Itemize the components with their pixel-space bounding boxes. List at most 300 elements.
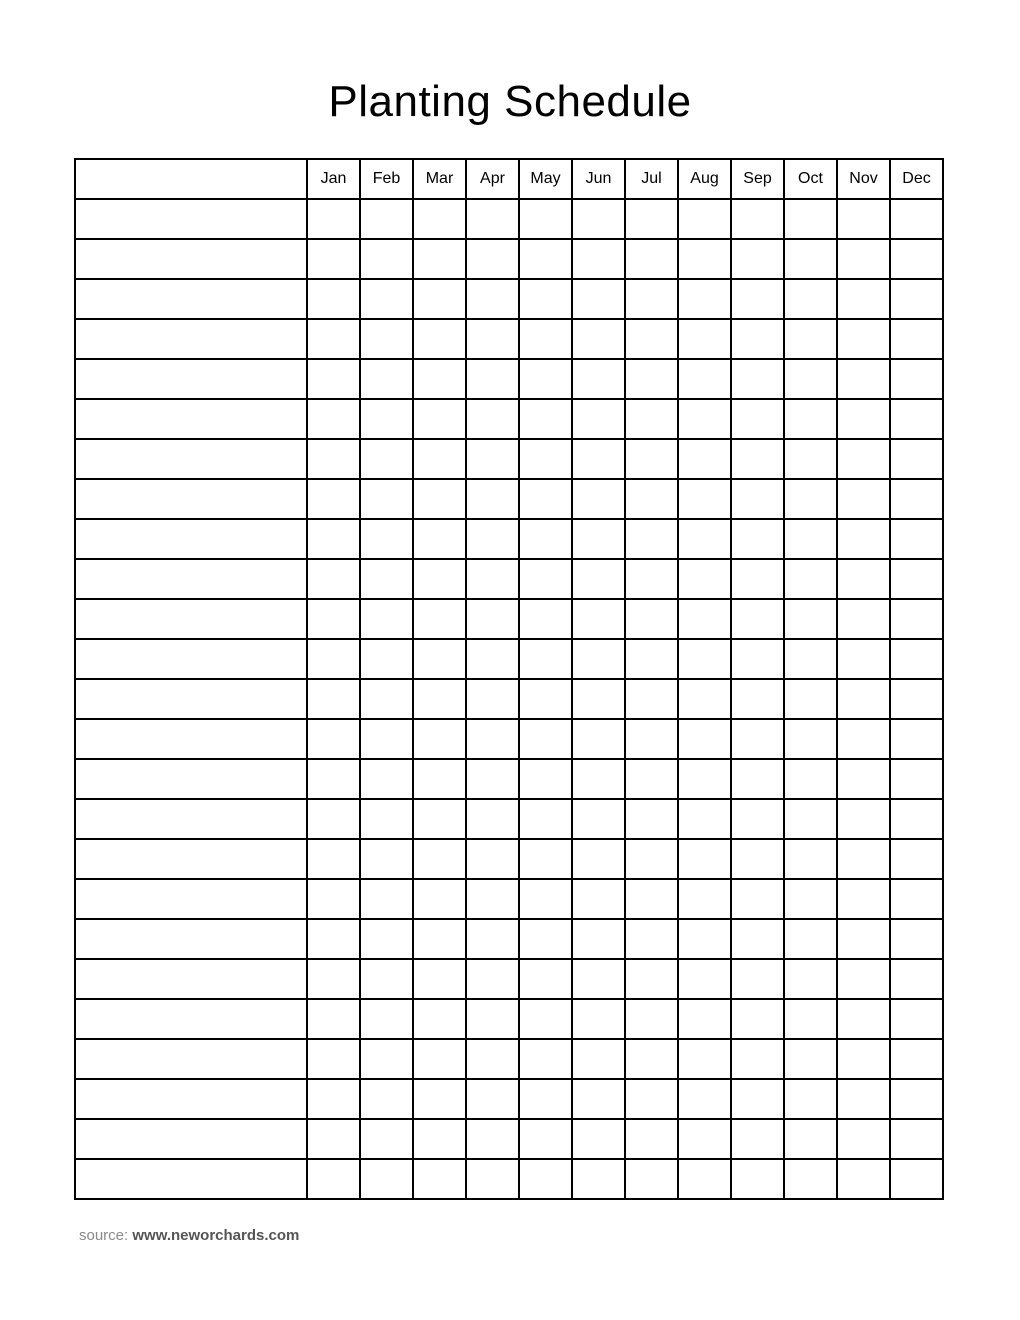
month-cell-jul[interactable] — [625, 1039, 678, 1079]
month-cell-jan[interactable] — [307, 639, 360, 679]
month-cell-mar[interactable] — [413, 359, 466, 399]
month-cell-apr[interactable] — [466, 519, 519, 559]
month-cell-jun[interactable] — [572, 1079, 625, 1119]
month-cell-oct[interactable] — [784, 919, 837, 959]
month-cell-sep[interactable] — [731, 519, 784, 559]
plant-name-cell[interactable] — [75, 359, 307, 399]
month-cell-jul[interactable] — [625, 719, 678, 759]
month-cell-may[interactable] — [519, 679, 572, 719]
month-cell-dec[interactable] — [890, 199, 943, 239]
plant-name-cell[interactable] — [75, 639, 307, 679]
month-cell-apr[interactable] — [466, 239, 519, 279]
month-cell-apr[interactable] — [466, 359, 519, 399]
plant-name-cell[interactable] — [75, 519, 307, 559]
month-cell-oct[interactable] — [784, 719, 837, 759]
month-cell-aug[interactable] — [678, 199, 731, 239]
month-cell-mar[interactable] — [413, 839, 466, 879]
month-cell-feb[interactable] — [360, 279, 413, 319]
month-cell-mar[interactable] — [413, 399, 466, 439]
month-cell-feb[interactable] — [360, 999, 413, 1039]
month-cell-jun[interactable] — [572, 279, 625, 319]
month-cell-jul[interactable] — [625, 959, 678, 999]
month-cell-jun[interactable] — [572, 879, 625, 919]
month-cell-apr[interactable] — [466, 559, 519, 599]
month-cell-may[interactable] — [519, 399, 572, 439]
month-cell-may[interactable] — [519, 199, 572, 239]
month-cell-sep[interactable] — [731, 879, 784, 919]
month-cell-apr[interactable] — [466, 999, 519, 1039]
month-cell-dec[interactable] — [890, 1079, 943, 1119]
month-cell-oct[interactable] — [784, 519, 837, 559]
month-cell-feb[interactable] — [360, 799, 413, 839]
month-cell-jul[interactable] — [625, 239, 678, 279]
month-cell-mar[interactable] — [413, 799, 466, 839]
month-cell-sep[interactable] — [731, 1159, 784, 1199]
month-cell-aug[interactable] — [678, 759, 731, 799]
month-cell-dec[interactable] — [890, 999, 943, 1039]
month-cell-may[interactable] — [519, 239, 572, 279]
month-cell-dec[interactable] — [890, 759, 943, 799]
month-cell-oct[interactable] — [784, 599, 837, 639]
month-cell-sep[interactable] — [731, 759, 784, 799]
month-cell-jul[interactable] — [625, 279, 678, 319]
month-cell-feb[interactable] — [360, 519, 413, 559]
month-cell-apr[interactable] — [466, 1039, 519, 1079]
month-cell-jan[interactable] — [307, 999, 360, 1039]
month-cell-jan[interactable] — [307, 839, 360, 879]
month-cell-aug[interactable] — [678, 719, 731, 759]
month-cell-jul[interactable] — [625, 359, 678, 399]
month-cell-mar[interactable] — [413, 999, 466, 1039]
month-cell-mar[interactable] — [413, 439, 466, 479]
month-cell-aug[interactable] — [678, 1159, 731, 1199]
month-cell-jun[interactable] — [572, 559, 625, 599]
month-cell-nov[interactable] — [837, 1079, 890, 1119]
plant-name-cell[interactable] — [75, 1119, 307, 1159]
month-cell-sep[interactable] — [731, 239, 784, 279]
month-cell-oct[interactable] — [784, 799, 837, 839]
month-cell-apr[interactable] — [466, 1159, 519, 1199]
month-cell-feb[interactable] — [360, 1159, 413, 1199]
month-cell-feb[interactable] — [360, 1039, 413, 1079]
month-cell-jul[interactable] — [625, 679, 678, 719]
month-cell-jun[interactable] — [572, 599, 625, 639]
month-cell-oct[interactable] — [784, 479, 837, 519]
month-cell-mar[interactable] — [413, 239, 466, 279]
month-cell-jan[interactable] — [307, 919, 360, 959]
month-cell-aug[interactable] — [678, 319, 731, 359]
month-cell-apr[interactable] — [466, 799, 519, 839]
month-cell-may[interactable] — [519, 599, 572, 639]
month-cell-apr[interactable] — [466, 319, 519, 359]
month-cell-jul[interactable] — [625, 879, 678, 919]
month-cell-aug[interactable] — [678, 239, 731, 279]
plant-name-cell[interactable] — [75, 479, 307, 519]
month-cell-nov[interactable] — [837, 479, 890, 519]
month-cell-feb[interactable] — [360, 1079, 413, 1119]
plant-name-cell[interactable] — [75, 839, 307, 879]
month-cell-oct[interactable] — [784, 359, 837, 399]
month-cell-nov[interactable] — [837, 399, 890, 439]
month-cell-apr[interactable] — [466, 959, 519, 999]
month-cell-jun[interactable] — [572, 519, 625, 559]
month-cell-aug[interactable] — [678, 919, 731, 959]
month-cell-jul[interactable] — [625, 759, 678, 799]
month-cell-jun[interactable] — [572, 479, 625, 519]
plant-name-cell[interactable] — [75, 399, 307, 439]
month-cell-jul[interactable] — [625, 839, 678, 879]
month-cell-jan[interactable] — [307, 479, 360, 519]
month-cell-apr[interactable] — [466, 479, 519, 519]
plant-name-cell[interactable] — [75, 439, 307, 479]
month-cell-aug[interactable] — [678, 1039, 731, 1079]
month-cell-nov[interactable] — [837, 919, 890, 959]
plant-name-cell[interactable] — [75, 959, 307, 999]
month-cell-feb[interactable] — [360, 879, 413, 919]
month-cell-feb[interactable] — [360, 1119, 413, 1159]
month-cell-apr[interactable] — [466, 399, 519, 439]
month-cell-jan[interactable] — [307, 239, 360, 279]
month-cell-jul[interactable] — [625, 1079, 678, 1119]
month-cell-sep[interactable] — [731, 839, 784, 879]
month-cell-jan[interactable] — [307, 879, 360, 919]
month-cell-may[interactable] — [519, 759, 572, 799]
month-cell-jan[interactable] — [307, 519, 360, 559]
month-cell-aug[interactable] — [678, 559, 731, 599]
month-cell-aug[interactable] — [678, 279, 731, 319]
month-cell-sep[interactable] — [731, 199, 784, 239]
month-cell-may[interactable] — [519, 719, 572, 759]
month-cell-may[interactable] — [519, 359, 572, 399]
month-cell-mar[interactable] — [413, 1079, 466, 1119]
month-cell-jul[interactable] — [625, 999, 678, 1039]
month-cell-dec[interactable] — [890, 279, 943, 319]
month-cell-mar[interactable] — [413, 199, 466, 239]
month-cell-sep[interactable] — [731, 999, 784, 1039]
month-cell-dec[interactable] — [890, 919, 943, 959]
month-cell-dec[interactable] — [890, 679, 943, 719]
plant-name-cell[interactable] — [75, 559, 307, 599]
month-cell-apr[interactable] — [466, 639, 519, 679]
month-cell-apr[interactable] — [466, 599, 519, 639]
month-cell-feb[interactable] — [360, 959, 413, 999]
month-cell-may[interactable] — [519, 999, 572, 1039]
month-cell-feb[interactable] — [360, 359, 413, 399]
month-cell-sep[interactable] — [731, 919, 784, 959]
month-cell-aug[interactable] — [678, 1079, 731, 1119]
month-cell-mar[interactable] — [413, 1119, 466, 1159]
plant-name-cell[interactable] — [75, 759, 307, 799]
month-cell-oct[interactable] — [784, 879, 837, 919]
plant-name-cell[interactable] — [75, 1159, 307, 1199]
month-cell-jan[interactable] — [307, 1079, 360, 1119]
month-cell-jan[interactable] — [307, 799, 360, 839]
month-cell-feb[interactable] — [360, 839, 413, 879]
month-cell-sep[interactable] — [731, 1119, 784, 1159]
month-cell-dec[interactable] — [890, 599, 943, 639]
month-cell-apr[interactable] — [466, 679, 519, 719]
month-cell-jan[interactable] — [307, 199, 360, 239]
month-cell-dec[interactable] — [890, 1159, 943, 1199]
month-cell-nov[interactable] — [837, 639, 890, 679]
month-cell-apr[interactable] — [466, 919, 519, 959]
month-cell-nov[interactable] — [837, 279, 890, 319]
month-cell-dec[interactable] — [890, 839, 943, 879]
month-cell-sep[interactable] — [731, 639, 784, 679]
month-cell-oct[interactable] — [784, 959, 837, 999]
month-cell-mar[interactable] — [413, 759, 466, 799]
month-cell-jul[interactable] — [625, 639, 678, 679]
month-cell-sep[interactable] — [731, 399, 784, 439]
month-cell-oct[interactable] — [784, 279, 837, 319]
month-cell-nov[interactable] — [837, 199, 890, 239]
month-cell-jul[interactable] — [625, 799, 678, 839]
month-cell-jun[interactable] — [572, 1119, 625, 1159]
month-cell-aug[interactable] — [678, 519, 731, 559]
plant-name-cell[interactable] — [75, 319, 307, 359]
month-cell-oct[interactable] — [784, 239, 837, 279]
month-cell-aug[interactable] — [678, 679, 731, 719]
month-cell-aug[interactable] — [678, 439, 731, 479]
month-cell-dec[interactable] — [890, 879, 943, 919]
source-url-link[interactable]: www.neworchards.com — [132, 1227, 300, 1244]
month-cell-jun[interactable] — [572, 639, 625, 679]
month-cell-apr[interactable] — [466, 879, 519, 919]
month-cell-jun[interactable] — [572, 959, 625, 999]
month-cell-oct[interactable] — [784, 679, 837, 719]
month-cell-nov[interactable] — [837, 759, 890, 799]
month-cell-nov[interactable] — [837, 359, 890, 399]
month-cell-may[interactable] — [519, 639, 572, 679]
month-cell-mar[interactable] — [413, 519, 466, 559]
month-cell-mar[interactable] — [413, 879, 466, 919]
month-cell-mar[interactable] — [413, 919, 466, 959]
month-cell-oct[interactable] — [784, 1079, 837, 1119]
month-cell-feb[interactable] — [360, 759, 413, 799]
month-cell-feb[interactable] — [360, 919, 413, 959]
month-cell-mar[interactable] — [413, 639, 466, 679]
month-cell-mar[interactable] — [413, 1159, 466, 1199]
month-cell-sep[interactable] — [731, 719, 784, 759]
month-cell-apr[interactable] — [466, 839, 519, 879]
month-cell-aug[interactable] — [678, 399, 731, 439]
month-cell-may[interactable] — [519, 319, 572, 359]
month-cell-feb[interactable] — [360, 239, 413, 279]
month-cell-may[interactable] — [519, 279, 572, 319]
month-cell-feb[interactable] — [360, 679, 413, 719]
month-cell-nov[interactable] — [837, 559, 890, 599]
month-cell-feb[interactable] — [360, 319, 413, 359]
month-cell-sep[interactable] — [731, 679, 784, 719]
month-cell-feb[interactable] — [360, 439, 413, 479]
month-cell-aug[interactable] — [678, 359, 731, 399]
month-cell-oct[interactable] — [784, 999, 837, 1039]
month-cell-dec[interactable] — [890, 719, 943, 759]
month-cell-jun[interactable] — [572, 359, 625, 399]
month-cell-jul[interactable] — [625, 319, 678, 359]
month-cell-sep[interactable] — [731, 799, 784, 839]
month-cell-sep[interactable] — [731, 319, 784, 359]
month-cell-nov[interactable] — [837, 439, 890, 479]
month-cell-jun[interactable] — [572, 199, 625, 239]
month-cell-oct[interactable] — [784, 399, 837, 439]
plant-name-cell[interactable] — [75, 1079, 307, 1119]
month-cell-apr[interactable] — [466, 719, 519, 759]
month-cell-dec[interactable] — [890, 399, 943, 439]
month-cell-aug[interactable] — [678, 999, 731, 1039]
month-cell-apr[interactable] — [466, 199, 519, 239]
month-cell-nov[interactable] — [837, 319, 890, 359]
month-cell-feb[interactable] — [360, 199, 413, 239]
month-cell-aug[interactable] — [678, 959, 731, 999]
month-cell-oct[interactable] — [784, 559, 837, 599]
month-cell-nov[interactable] — [837, 719, 890, 759]
month-cell-nov[interactable] — [837, 679, 890, 719]
month-cell-jan[interactable] — [307, 559, 360, 599]
month-cell-nov[interactable] — [837, 879, 890, 919]
plant-name-cell[interactable] — [75, 1039, 307, 1079]
month-cell-mar[interactable] — [413, 959, 466, 999]
month-cell-may[interactable] — [519, 839, 572, 879]
month-cell-dec[interactable] — [890, 319, 943, 359]
month-cell-mar[interactable] — [413, 599, 466, 639]
month-cell-oct[interactable] — [784, 319, 837, 359]
month-cell-apr[interactable] — [466, 1119, 519, 1159]
month-cell-may[interactable] — [519, 959, 572, 999]
month-cell-jun[interactable] — [572, 319, 625, 359]
month-cell-apr[interactable] — [466, 279, 519, 319]
month-cell-mar[interactable] — [413, 559, 466, 599]
month-cell-nov[interactable] — [837, 1039, 890, 1079]
month-cell-sep[interactable] — [731, 279, 784, 319]
month-cell-jul[interactable] — [625, 439, 678, 479]
month-cell-jan[interactable] — [307, 399, 360, 439]
month-cell-dec[interactable] — [890, 1039, 943, 1079]
month-cell-dec[interactable] — [890, 559, 943, 599]
month-cell-oct[interactable] — [784, 199, 837, 239]
month-cell-jan[interactable] — [307, 1159, 360, 1199]
month-cell-apr[interactable] — [466, 1079, 519, 1119]
month-cell-dec[interactable] — [890, 519, 943, 559]
month-cell-apr[interactable] — [466, 439, 519, 479]
plant-name-cell[interactable] — [75, 799, 307, 839]
plant-name-cell[interactable] — [75, 199, 307, 239]
month-cell-dec[interactable] — [890, 239, 943, 279]
month-cell-jun[interactable] — [572, 759, 625, 799]
month-cell-jun[interactable] — [572, 399, 625, 439]
month-cell-feb[interactable] — [360, 599, 413, 639]
month-cell-may[interactable] — [519, 1119, 572, 1159]
month-cell-nov[interactable] — [837, 519, 890, 559]
month-cell-dec[interactable] — [890, 479, 943, 519]
month-cell-aug[interactable] — [678, 599, 731, 639]
month-cell-may[interactable] — [519, 439, 572, 479]
month-cell-may[interactable] — [519, 519, 572, 559]
month-cell-sep[interactable] — [731, 1039, 784, 1079]
month-cell-aug[interactable] — [678, 799, 731, 839]
month-cell-jun[interactable] — [572, 999, 625, 1039]
month-cell-jan[interactable] — [307, 319, 360, 359]
month-cell-oct[interactable] — [784, 1119, 837, 1159]
month-cell-may[interactable] — [519, 1079, 572, 1119]
month-cell-dec[interactable] — [890, 359, 943, 399]
month-cell-nov[interactable] — [837, 839, 890, 879]
month-cell-dec[interactable] — [890, 799, 943, 839]
month-cell-oct[interactable] — [784, 1159, 837, 1199]
month-cell-jun[interactable] — [572, 1159, 625, 1199]
month-cell-oct[interactable] — [784, 639, 837, 679]
month-cell-feb[interactable] — [360, 719, 413, 759]
month-cell-nov[interactable] — [837, 1119, 890, 1159]
month-cell-jun[interactable] — [572, 1039, 625, 1079]
month-cell-jul[interactable] — [625, 399, 678, 439]
month-cell-mar[interactable] — [413, 719, 466, 759]
month-cell-jul[interactable] — [625, 479, 678, 519]
month-cell-jan[interactable] — [307, 679, 360, 719]
month-cell-may[interactable] — [519, 559, 572, 599]
month-cell-jul[interactable] — [625, 599, 678, 639]
month-cell-dec[interactable] — [890, 439, 943, 479]
month-cell-mar[interactable] — [413, 679, 466, 719]
plant-name-cell[interactable] — [75, 679, 307, 719]
month-cell-jun[interactable] — [572, 919, 625, 959]
month-cell-apr[interactable] — [466, 759, 519, 799]
month-cell-jun[interactable] — [572, 799, 625, 839]
month-cell-jan[interactable] — [307, 279, 360, 319]
plant-name-cell[interactable] — [75, 719, 307, 759]
month-cell-jan[interactable] — [307, 1119, 360, 1159]
plant-name-cell[interactable] — [75, 919, 307, 959]
month-cell-jun[interactable] — [572, 719, 625, 759]
month-cell-mar[interactable] — [413, 479, 466, 519]
month-cell-jul[interactable] — [625, 1159, 678, 1199]
month-cell-feb[interactable] — [360, 639, 413, 679]
month-cell-aug[interactable] — [678, 879, 731, 919]
month-cell-feb[interactable] — [360, 479, 413, 519]
month-cell-mar[interactable] — [413, 279, 466, 319]
month-cell-feb[interactable] — [360, 559, 413, 599]
month-cell-sep[interactable] — [731, 559, 784, 599]
month-cell-may[interactable] — [519, 799, 572, 839]
plant-name-cell[interactable] — [75, 279, 307, 319]
month-cell-mar[interactable] — [413, 319, 466, 359]
month-cell-jan[interactable] — [307, 359, 360, 399]
month-cell-mar[interactable] — [413, 1039, 466, 1079]
month-cell-jan[interactable] — [307, 439, 360, 479]
month-cell-oct[interactable] — [784, 759, 837, 799]
month-cell-may[interactable] — [519, 1159, 572, 1199]
plant-name-cell[interactable] — [75, 879, 307, 919]
month-cell-jan[interactable] — [307, 1039, 360, 1079]
month-cell-jun[interactable] — [572, 679, 625, 719]
month-cell-jun[interactable] — [572, 439, 625, 479]
month-cell-jul[interactable] — [625, 919, 678, 959]
month-cell-jul[interactable] — [625, 1119, 678, 1159]
month-cell-nov[interactable] — [837, 999, 890, 1039]
month-cell-dec[interactable] — [890, 959, 943, 999]
month-cell-oct[interactable] — [784, 1039, 837, 1079]
plant-name-cell[interactable] — [75, 239, 307, 279]
month-cell-jan[interactable] — [307, 719, 360, 759]
month-cell-aug[interactable] — [678, 839, 731, 879]
month-cell-sep[interactable] — [731, 599, 784, 639]
month-cell-aug[interactable] — [678, 1119, 731, 1159]
month-cell-oct[interactable] — [784, 439, 837, 479]
month-cell-jun[interactable] — [572, 239, 625, 279]
plant-name-cell[interactable] — [75, 599, 307, 639]
month-cell-nov[interactable] — [837, 599, 890, 639]
month-cell-jan[interactable] — [307, 959, 360, 999]
